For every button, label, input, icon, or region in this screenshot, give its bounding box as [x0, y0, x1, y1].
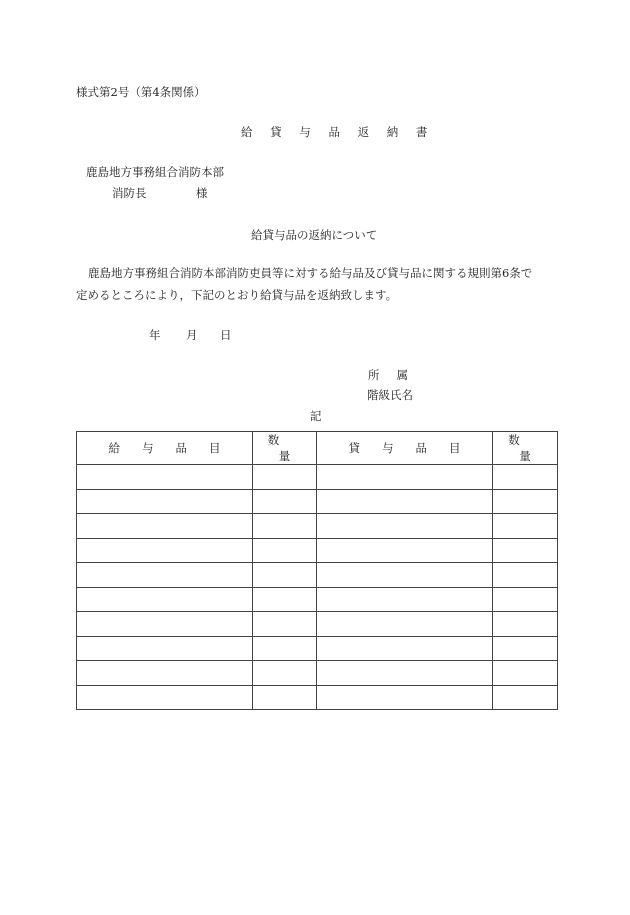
supplied-item-cell[interactable] [77, 563, 253, 588]
quantity-cell-2[interactable] [493, 612, 558, 637]
table-row [77, 538, 558, 563]
loaned-item-cell[interactable] [317, 538, 493, 563]
quantity-cell-1[interactable] [253, 612, 317, 637]
quantity-cell-2[interactable] [493, 636, 558, 661]
subject-line: 給貸与品の返納について [251, 228, 378, 242]
quantity-cell-2[interactable] [493, 587, 558, 612]
quantity-cell-2[interactable] [493, 685, 558, 710]
quantity-cell-1[interactable] [253, 514, 317, 539]
quantity-cell-1[interactable] [253, 489, 317, 514]
body-text-line-1: 鹿島地方事務組合消防本部消防吏員等に対する給与品及び貸与品に関する規則第6条で [88, 266, 533, 280]
table-body [77, 465, 558, 710]
supplied-item-cell[interactable] [77, 661, 253, 686]
supplied-item-cell[interactable] [77, 465, 253, 490]
affiliation-char-2: 属 [396, 368, 408, 382]
header-loaned-item: 貸与品目 [317, 432, 493, 465]
quantity-cell-2[interactable] [493, 514, 558, 539]
supplied-item-cell[interactable] [77, 587, 253, 612]
quantity-cell-1[interactable] [253, 685, 317, 710]
quantity-cell-1[interactable] [253, 587, 317, 612]
loaned-item-cell[interactable] [317, 489, 493, 514]
header-supplied-item: 給与品目 [77, 432, 253, 465]
addressee-title: 消防長 [112, 186, 147, 200]
supplied-item-cell[interactable] [77, 538, 253, 563]
form-number: 様式第2号（第4条関係） [76, 85, 206, 99]
loaned-item-cell[interactable] [317, 587, 493, 612]
table-row [77, 661, 558, 686]
body-text-line-2: 定めるところにより，下記のとおり給貸与品を返納致します。 [76, 288, 398, 302]
loaned-item-cell[interactable] [317, 514, 493, 539]
loaned-item-cell[interactable] [317, 612, 493, 637]
quantity-cell-1[interactable] [253, 563, 317, 588]
supplied-item-cell[interactable] [77, 489, 253, 514]
quantity-cell-1[interactable] [253, 636, 317, 661]
header-quantity-1: 数量 [253, 432, 317, 465]
quantity-cell-2[interactable] [493, 538, 558, 563]
loaned-item-cell[interactable] [317, 465, 493, 490]
table-row [77, 685, 558, 710]
document-title: 給 貸 与 品 返 納 書 [241, 125, 435, 139]
loaned-item-cell[interactable] [317, 636, 493, 661]
quantity-cell-1[interactable] [253, 661, 317, 686]
quantity-cell-2[interactable] [493, 465, 558, 490]
supplied-item-cell[interactable] [77, 612, 253, 637]
loaned-item-cell[interactable] [317, 563, 493, 588]
table-row [77, 514, 558, 539]
affiliation-label [368, 370, 408, 382]
table-row [77, 489, 558, 514]
table-row [77, 612, 558, 637]
date-year-label: 年 [149, 328, 161, 342]
quantity-cell-2[interactable] [493, 563, 558, 588]
table-header-row [77, 432, 558, 465]
supplied-item-cell[interactable] [77, 636, 253, 661]
ki-label: 記 [310, 409, 322, 423]
table-row [77, 636, 558, 661]
loaned-item-cell[interactable] [317, 685, 493, 710]
table-row [77, 563, 558, 588]
header-quantity-2: 数量 [493, 432, 558, 465]
date-month-label: 月 [186, 328, 198, 342]
quantity-cell-1[interactable] [253, 465, 317, 490]
quantity-cell-2[interactable] [493, 489, 558, 514]
quantity-cell-2[interactable] [493, 661, 558, 686]
loaned-item-cell[interactable] [317, 661, 493, 686]
supplied-item-cell[interactable] [77, 514, 253, 539]
supplied-item-cell[interactable] [77, 685, 253, 710]
affiliation-char-1: 所 [368, 368, 380, 382]
addressee-honorific: 様 [196, 186, 208, 200]
return-items-table [76, 431, 558, 710]
quantity-cell-1[interactable] [253, 538, 317, 563]
table-row [77, 587, 558, 612]
addressee-organization: 鹿島地方事務組合消防本部 [86, 165, 224, 179]
table-row [77, 465, 558, 490]
rank-name-label: 階級氏名 [367, 388, 413, 402]
date-day-label: 日 [220, 328, 232, 342]
